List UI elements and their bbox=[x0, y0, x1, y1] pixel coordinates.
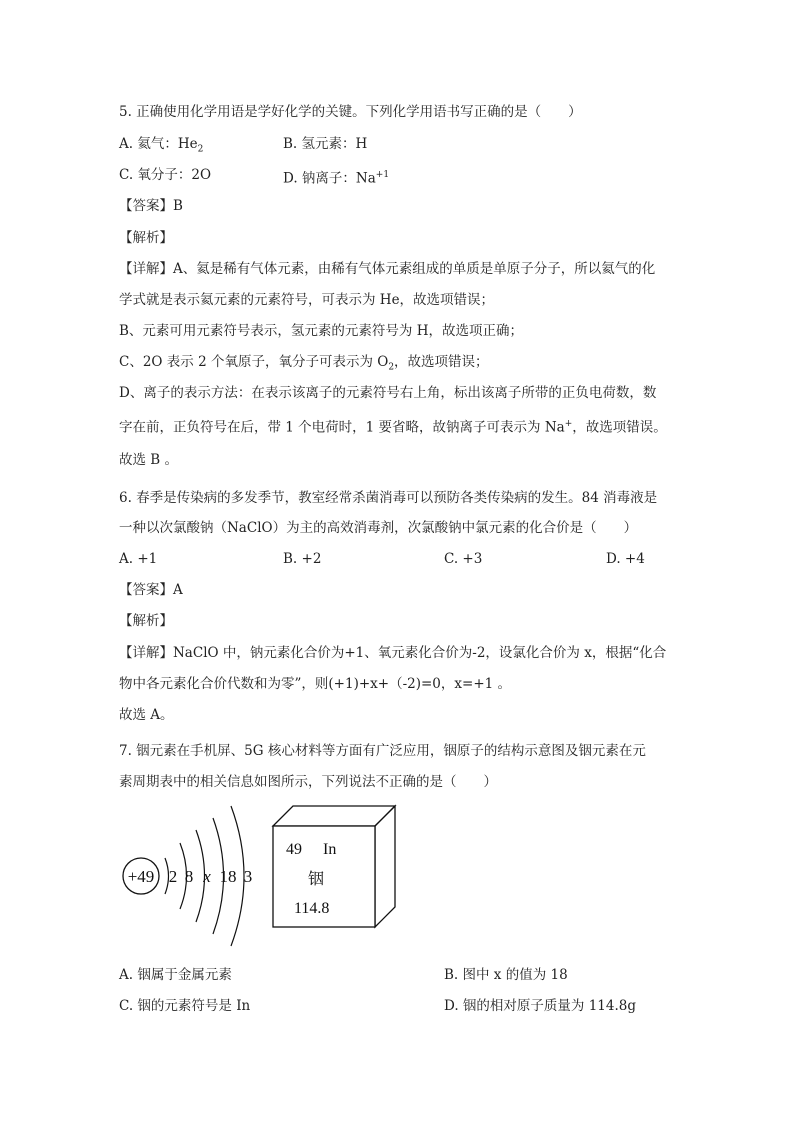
shell-electrons-2: 8 bbox=[184, 867, 194, 886]
q6-detail-1: 【详解】NaClO 中，钠元素化合价为+1、氧元素化合价为-2，设氯化合价为 x，根据“化合 bbox=[119, 645, 667, 661]
indium-diagram-svg bbox=[115, 800, 415, 950]
q6-answer: 【答案】A bbox=[119, 582, 183, 598]
q5-stem: 5. 正确使用化学用语是学好化学的关键。下列化学用语书写正确的是（ ） bbox=[119, 104, 582, 120]
q5-option-b: B. 氢元素：H bbox=[283, 136, 368, 152]
q7-option-b: B. 图中 x 的值为 18 bbox=[444, 967, 568, 983]
q5-detail-4-sub: 2 bbox=[388, 362, 395, 373]
atom-structure-diagram bbox=[123, 806, 252, 946]
shell-electrons-1: 2 bbox=[168, 867, 178, 886]
q6-detail-2: 物中各元素化合价代数和为零”，则(+1)+x+（-2)=0，x=+1 。 bbox=[119, 676, 512, 692]
q5-detail-4 bbox=[119, 352, 489, 378]
q5-detail-5: D、离子的表示方法：在表示该离子的元素符号右上角，标出该离子所带的正负电荷数，数 bbox=[119, 385, 657, 401]
atomic-number: 49 bbox=[286, 841, 302, 858]
q7-diagram bbox=[115, 800, 415, 950]
q7-option-d: D. 铟的相对原子质量为 114.8g bbox=[444, 998, 637, 1014]
q5-answer: 【答案】B bbox=[119, 198, 183, 214]
atomic-mass: 114.8 bbox=[294, 900, 330, 917]
q7-stem-1: 7. 铟元素在手机屏、5G 核心材料等方面有广泛应用，铟原子的结构示意图及铟元素在元 bbox=[119, 743, 646, 759]
q5-detail-6 bbox=[119, 414, 667, 438]
element-name: 铟 bbox=[308, 869, 325, 888]
periodic-table-cell bbox=[273, 806, 395, 927]
q7-option-a: A. 铟属于金属元素 bbox=[119, 967, 232, 983]
cube-top-face bbox=[273, 806, 395, 826]
nucleus-charge: +49 bbox=[127, 867, 155, 886]
q5-option-a-text: A. 氦气：He bbox=[119, 136, 198, 152]
q5-option-c: C. 氧分子：2O bbox=[119, 167, 212, 183]
q5-detail-2: 学式就是表示氦元素的元素符号，可表示为 He，故选项错误； bbox=[119, 292, 495, 308]
q6-analysis-label: 【解析】 bbox=[119, 613, 173, 629]
shell-electrons-3: x bbox=[203, 867, 211, 886]
shell-electrons-4: 18 bbox=[219, 867, 237, 886]
q5-detail-4-text: C、2O 表示 2 个氧原子，氧分子可表示为 O bbox=[119, 354, 389, 370]
q6-option-d: D. +4 bbox=[606, 551, 645, 567]
q5-detail-6-suffix: ，故选项错误。 bbox=[572, 419, 667, 436]
q5-detail-4-suffix: ，故选项错误； bbox=[394, 354, 489, 370]
q6-option-c: C. +3 bbox=[444, 551, 483, 567]
q6-stem-2: 一种以次氯酸钠（NaClO）为主的高效消毒剂，次氯酸钠中氯元素的化合价是（ ） bbox=[119, 520, 638, 536]
q7-stem-2: 素周期表中的相关信息如图所示，下列说法不正确的是（ ） bbox=[119, 774, 497, 790]
q5-option-a bbox=[119, 134, 203, 160]
q6-option-b: B. +2 bbox=[283, 551, 322, 567]
q5-analysis-label: 【解析】 bbox=[119, 230, 173, 246]
q5-detail-6-sup: + bbox=[564, 419, 573, 429]
q5-option-a-sub: 2 bbox=[197, 144, 204, 155]
q6-stem-1: 6. 春季是传染病的多发季节，教室经常杀菌消毒可以预防各类传染病的发生。84 消毒液是 bbox=[119, 490, 658, 506]
q5-detail-1: 【详解】A、氦是稀有气体元素，由稀有气体元素组成的单质是单原子分子，所以氦气的化 bbox=[119, 261, 656, 277]
q5-option-d bbox=[283, 165, 389, 189]
q6-conclusion: 故选 A。 bbox=[119, 707, 174, 723]
q5-conclusion: 故选 B 。 bbox=[119, 452, 179, 468]
q5-option-d-sup: +1 bbox=[375, 170, 390, 180]
q5-option-d-text: D. 钠离子：Na bbox=[283, 170, 376, 187]
q5-detail-6-text: 字在前，正负符号在后，带 1 个电荷时，1 要省略，故钠离子可表示为 Na bbox=[119, 419, 565, 436]
element-symbol: In bbox=[323, 841, 337, 858]
cube-side-face bbox=[375, 806, 395, 927]
q6-option-a: A. +1 bbox=[119, 551, 158, 567]
shell-electrons-5: 3 bbox=[243, 867, 253, 886]
q5-detail-3: B、元素可用元素符号表示，氢元素的元素符号为 H，故选项正确； bbox=[119, 323, 523, 339]
q7-option-c: C. 铟的元素符号是 In bbox=[119, 998, 251, 1014]
